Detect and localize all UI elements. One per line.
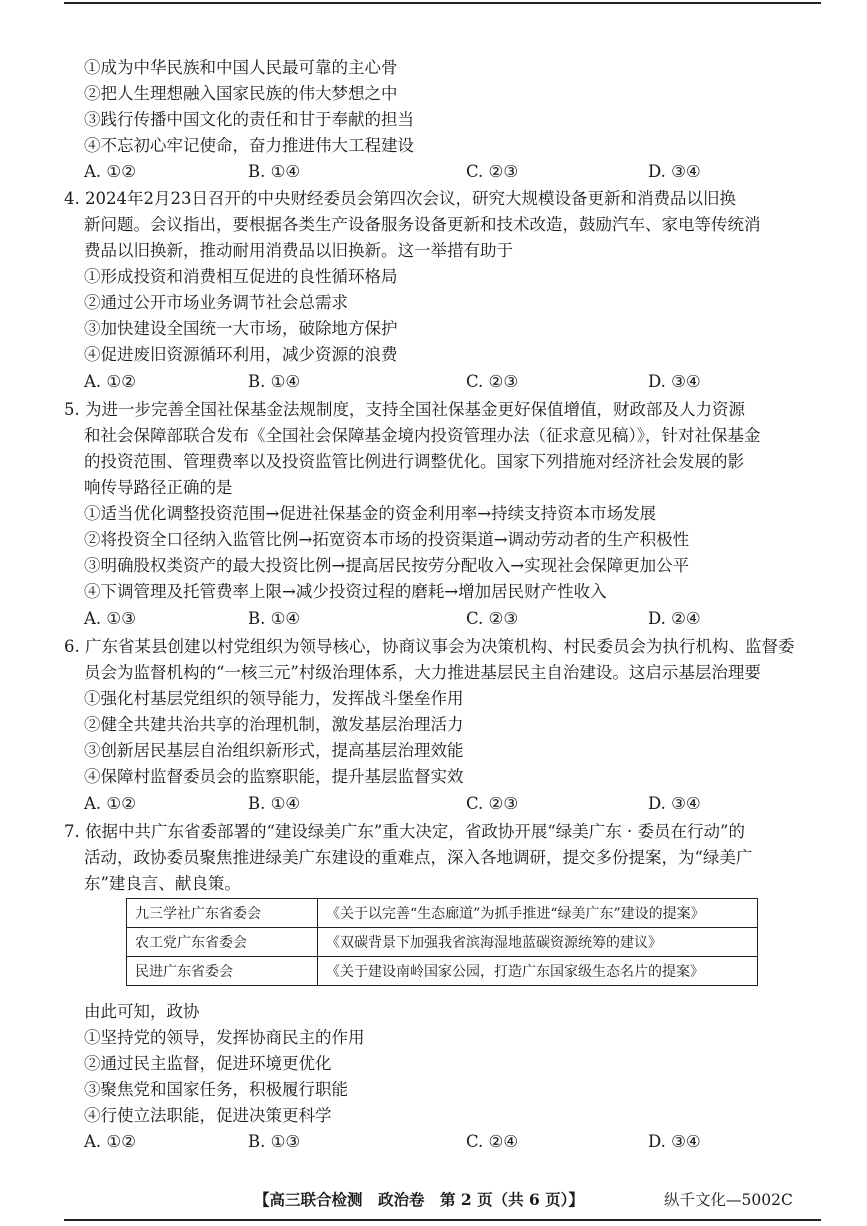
q6-item-1: ①强化村基层党组织的领导能力，发挥战斗堡垒作用 [84, 689, 464, 708]
q4-stem-line-1: 4. 2024年2月23日召开的中央财经委员会第四次会议，研究大规模设备更新和消费品以旧换 [64, 189, 736, 208]
q7-item-4: ④行使立法职能，促进决策更科学 [84, 1106, 332, 1125]
q7-item-1: ①坚持党的领导，发挥协商民主的作用 [84, 1028, 365, 1047]
q3-item-2: ②把人生理想融入国家民族的伟大梦想之中 [84, 84, 398, 103]
q5-stem-line-4: 响传导路径正确的是 [84, 478, 233, 497]
q5-item-3: ③明确股权类资产的最大投资比例→提高居民按劳分配收入→实现社会保障更加公平 [84, 556, 690, 575]
table-cell-proposal: 《关于以完善“生态廊道”为抓手推进“绿美广东”建设的提案》 [318, 899, 758, 928]
q7-option-b[interactable]: B. ①③ [248, 1132, 301, 1151]
q5-option-a[interactable]: A. ①③ [84, 609, 136, 628]
page-footer-code: 纵千文化—5002C [664, 1191, 793, 1209]
q5-item-1: ①适当优化调整投资范围→促进社保基金的资金利用率→持续支持资本市场发展 [84, 504, 657, 523]
q6-item-2: ②健全共建共治共享的治理机制，激发基层治理活力 [84, 715, 464, 734]
q7-option-c[interactable]: C. ②④ [466, 1132, 519, 1151]
q5-option-d[interactable]: D. ②④ [648, 609, 701, 628]
q4-item-2: ②通过公开市场业务调节社会总需求 [84, 293, 348, 312]
q7-stem-line-3: 东”建良言、献良策。 [84, 874, 241, 893]
q5-item-4: ④下调管理及托管费率上限→减少投资过程的磨耗→增加居民财产性收入 [84, 582, 607, 601]
table-cell-proposal: 《双碳背景下加强我省滨海湿地蓝碳资源统筹的建议》 [318, 928, 758, 957]
q3-item-4: ④不忘初心牢记使命，奋力推进伟大工程建设 [84, 136, 414, 155]
top-rule [64, 2, 821, 4]
q4-stem-line-3: 费品以旧换新，推动耐用消费品以旧换新。这一举措有助于 [84, 241, 513, 260]
q3-item-3: ③践行传播中国文化的责任和甘于奉献的担当 [84, 110, 414, 129]
q6-item-3: ③创新居民基层自治组织新形式，提高基层治理效能 [84, 741, 464, 760]
q5-item-2: ②将投资全口径纳入监管比例→拓宽资本市场的投资渠道→调动劳动者的生产积极性 [84, 530, 690, 549]
bottom-rule [64, 1219, 821, 1221]
q7-lead: 由此可知，政协 [84, 1002, 200, 1021]
proposal-table [126, 898, 758, 986]
q5-stem-line-1: 5. 为进一步完善全国社保基金法规制度，支持全国社保基金更好保值增值，财政部及人力资源 [64, 400, 745, 419]
q5-stem-line-3: 的投资范围、管理费率以及投资监管比例进行调整优化。国家下列措施对经济社会发展的影 [84, 452, 744, 471]
table-row [127, 957, 758, 986]
q4-stem-line-2: 新问题。会议指出，要根据各类生产设备服务设备更新和技术改造，鼓励汽车、家电等传统消 [84, 215, 761, 234]
q6-option-c[interactable]: C. ②③ [466, 794, 519, 813]
q7-option-a[interactable]: A. ①② [84, 1132, 136, 1151]
q6-option-d[interactable]: D. ③④ [648, 794, 701, 813]
q3-option-b[interactable]: B. ①④ [248, 162, 301, 181]
table-cell-org: 农工党广东省委会 [127, 928, 318, 957]
table-cell-proposal: 《关于建设南岭国家公园，打造广东国家级生态名片的提案》 [318, 957, 758, 986]
q6-stem-line-2: 员会为监督机构的“一核三元”村级治理体系，大力推进基层民主自治建设。这启示基层治理要 [84, 663, 761, 682]
q4-item-1: ①形成投资和消费相互促进的良性循环格局 [84, 267, 398, 286]
q7-item-3: ③聚焦党和国家任务，积极履行职能 [84, 1080, 348, 1099]
q4-option-c[interactable]: C. ②③ [466, 372, 519, 391]
q5-option-b[interactable]: B. ①④ [248, 609, 301, 628]
q7-option-d[interactable]: D. ③④ [648, 1132, 701, 1151]
q4-option-d[interactable]: D. ③④ [648, 372, 701, 391]
table-cell-org: 九三学社广东省委会 [127, 899, 318, 928]
table-row [127, 928, 758, 957]
q6-option-a[interactable]: A. ①② [84, 794, 136, 813]
q7-item-2: ②通过民主监督，促进环境更优化 [84, 1054, 332, 1073]
q3-item-1: ①成为中华民族和中国人民最可靠的主心骨 [84, 58, 398, 77]
q4-item-3: ③加快建设全国统一大市场，破除地方保护 [84, 319, 398, 338]
q7-stem-line-2: 活动，政协委员聚焦推进绿美广东建设的重难点，深入各地调研，提交多份提案，为“绿美广 [84, 848, 753, 867]
table-cell-org: 民进广东省委会 [127, 957, 318, 986]
q4-option-a[interactable]: A. ①② [84, 372, 136, 391]
q4-item-4: ④促进废旧资源循环利用，减少资源的浪费 [84, 345, 398, 364]
q4-option-b[interactable]: B. ①④ [248, 372, 301, 391]
q5-stem-line-2: 和社会保障部联合发布《全国社会保障基金境内投资管理办法（征求意见稿）》，针对社保基金 [84, 426, 761, 445]
q6-option-b[interactable]: B. ①④ [248, 794, 301, 813]
q7-stem-line-1: 7. 依据中共广东省委部署的“建设绿美广东”重大决定，省政协开展“绿美广东 · 委员在行动”的 [64, 822, 745, 841]
q6-stem-line-1: 6. 广东省某县创建以村党组织为领导核心，协商议事会为决策机构、村民委员会为执行机构、监督委 [64, 637, 795, 656]
q3-option-d[interactable]: D. ③④ [648, 162, 701, 181]
q5-option-c[interactable]: C. ②③ [466, 609, 519, 628]
q6-item-4: ④保障村监督委员会的监察职能，提升基层监督实效 [84, 767, 464, 786]
table-row [127, 899, 758, 928]
q3-option-a[interactable]: A. ①② [84, 162, 136, 181]
q3-option-c[interactable]: C. ②③ [466, 162, 519, 181]
page-footer-title: 【高三联合检测 政治卷 第 2 页（共 6 页）】 [254, 1190, 584, 1209]
